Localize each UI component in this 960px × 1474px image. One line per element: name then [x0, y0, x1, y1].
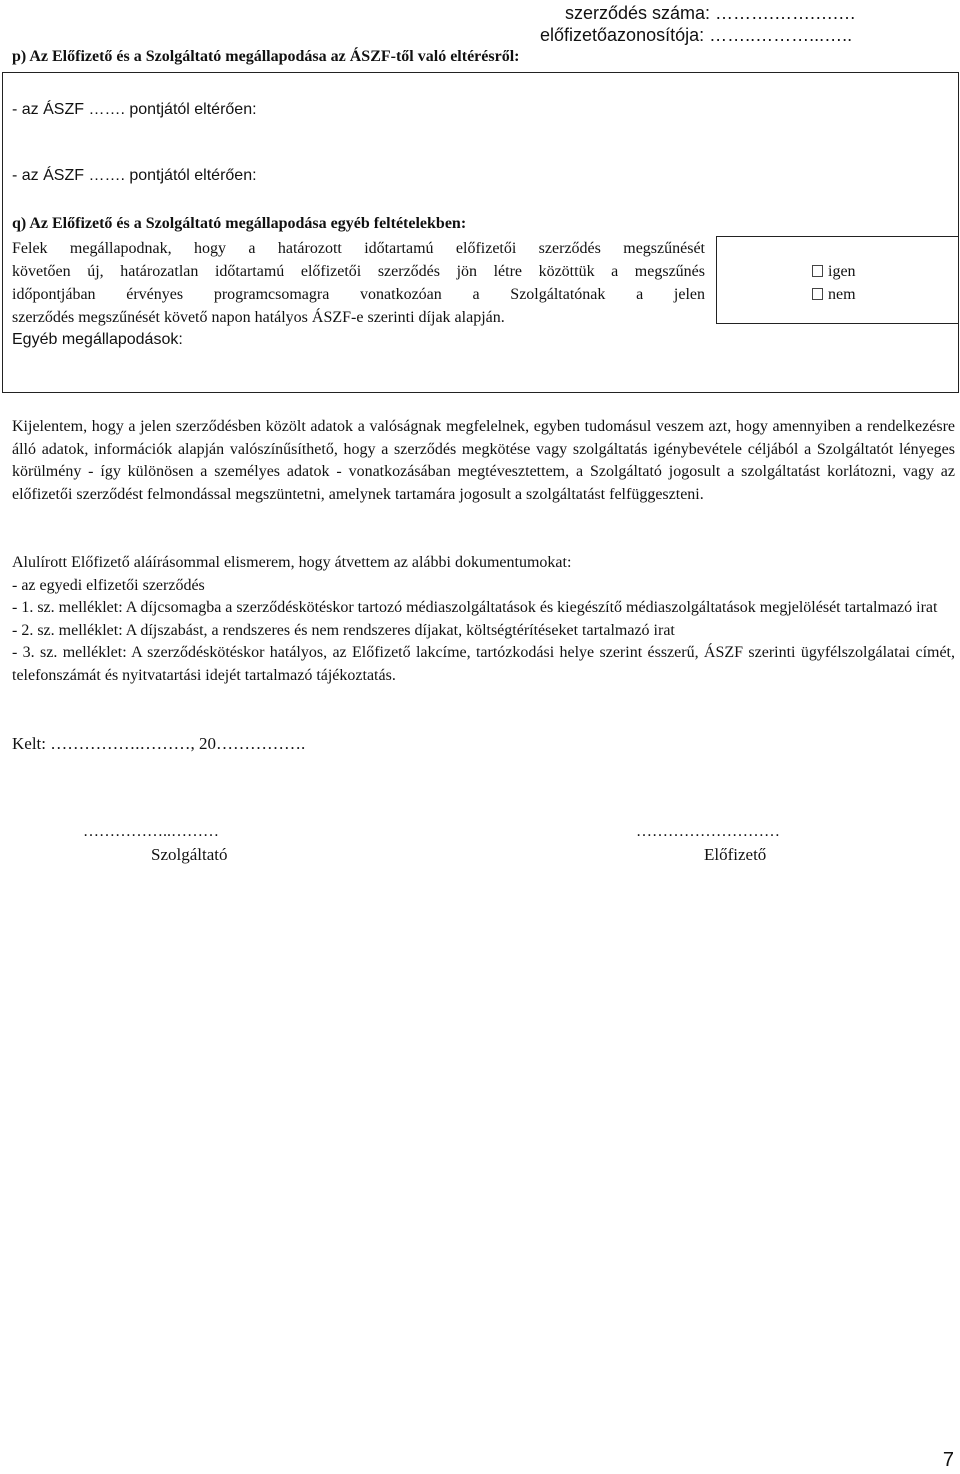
- section-q-title: q) Az Előfizető és a Szolgáltató megállapodása egyéb feltételekben:: [12, 215, 467, 232]
- other-agreements-label: Egyéb megállapodások:: [12, 331, 183, 348]
- section-p-line-2: - az ÁSZF ……. pontjától eltérően:: [12, 167, 257, 184]
- document-item: - 3. sz. melléklet: A szerződéskötéskor hatályos, az Előfizető lakcíme, tartózkodási helye szerint ésszerű, ÁSZF szerinti ügyfélszolgálatai címét, telefonszámát és nyitvatartási idejét tartalmazó tájékoztatás.: [12, 644, 955, 684]
- section-q-line: szerződés megszűnését követő napon hatályos ÁSZF-e szerinti díjak alapján.: [12, 309, 505, 326]
- contract-header: [540, 2, 955, 46]
- divider-q-top: [716, 236, 959, 237]
- section-q-line: időpontjában érvényes programcsomagra vonatkozóan a Szolgáltatónak a jelen: [12, 286, 705, 303]
- section-p-title: p) Az Előfizető és a Szolgáltató megállapodása az ÁSZF-től való eltérésről:: [12, 48, 520, 65]
- section-q-line: Felek megállapodnak, hogy a határozott időtartamú előfizetői szerződés megszűnését: [12, 240, 705, 257]
- section-q-body: [12, 237, 705, 329]
- option-no-label: nem: [828, 286, 856, 303]
- subscriber-signature-line: ………………………: [636, 823, 780, 840]
- option-yes[interactable]: [812, 260, 856, 283]
- subscriber-signature-label: Előfizető: [704, 845, 767, 864]
- document-item: - az egyedi elfizetői szerződés: [12, 576, 205, 594]
- option-yes-label: igen: [828, 263, 856, 280]
- date-line: Kelt: …………….………, 20…………….: [12, 734, 306, 753]
- divider-q-vertical: [716, 236, 717, 324]
- document-item: - 1. sz. melléklet: A díjcsomagba a szerződéskötéskor tartozó médiaszolgáltatások és kiegészítő médiaszolgáltatások megjelölését tartalmazó irat: [12, 599, 938, 617]
- documents-intro: Alulírott Előfizető aláírásommal elismerem, hogy átvettem az alábbi dokumentumokat:: [12, 554, 572, 571]
- declaration-paragraph: Kijelentem, hogy a jelen szerződésben közölt adatok a valóságnak megfelelnek, egyben tudomásul veszem azt, hogy amennyiben a rendelkezésre álló adatok, információk alapján valószínűsíthető, hogy a szerződés megkötése vagy szolgáltatás igénybevétele céljából a Szolgáltatót lényeges körülmény - így különösen a személyes adatok - vonatkozásában megtévesztettem, a Szolgáltató jogosult a szolgáltatást korlátozni, vagy az előfizetői szerződést felmondással megszüntetni, amelynek tartamára jogosult a szolgáltatást felfüggeszteni.: [12, 418, 955, 503]
- page-number: 7: [942, 1449, 954, 1471]
- checkbox-no[interactable]: [812, 288, 823, 300]
- contract-number-field: szerződés száma: ……….…….….…: [565, 3, 857, 23]
- checkbox-yes[interactable]: [812, 265, 823, 277]
- provider-signature-line: ……………..………: [83, 823, 219, 840]
- subscriber-id-field: előfizetőazonosítója: ……..………...…..: [540, 25, 853, 45]
- divider-q-bottom: [716, 323, 959, 324]
- document-item: - 2. sz. melléklet: A díjszabást, a rendszeres és nem rendszeres díjakat, költségtérítéseket tartalmazó irat: [12, 621, 675, 639]
- section-q-line: követően új, határozatlan időtartamú előfizetői szerződés jön létre közöttük a megszűnés: [12, 263, 705, 280]
- q-options: [812, 260, 856, 306]
- section-p-line-1: - az ÁSZF ……. pontjától eltérően:: [12, 101, 257, 118]
- option-no[interactable]: [812, 283, 856, 306]
- provider-signature-label: Szolgáltató: [151, 845, 228, 864]
- documents-section: [12, 552, 955, 688]
